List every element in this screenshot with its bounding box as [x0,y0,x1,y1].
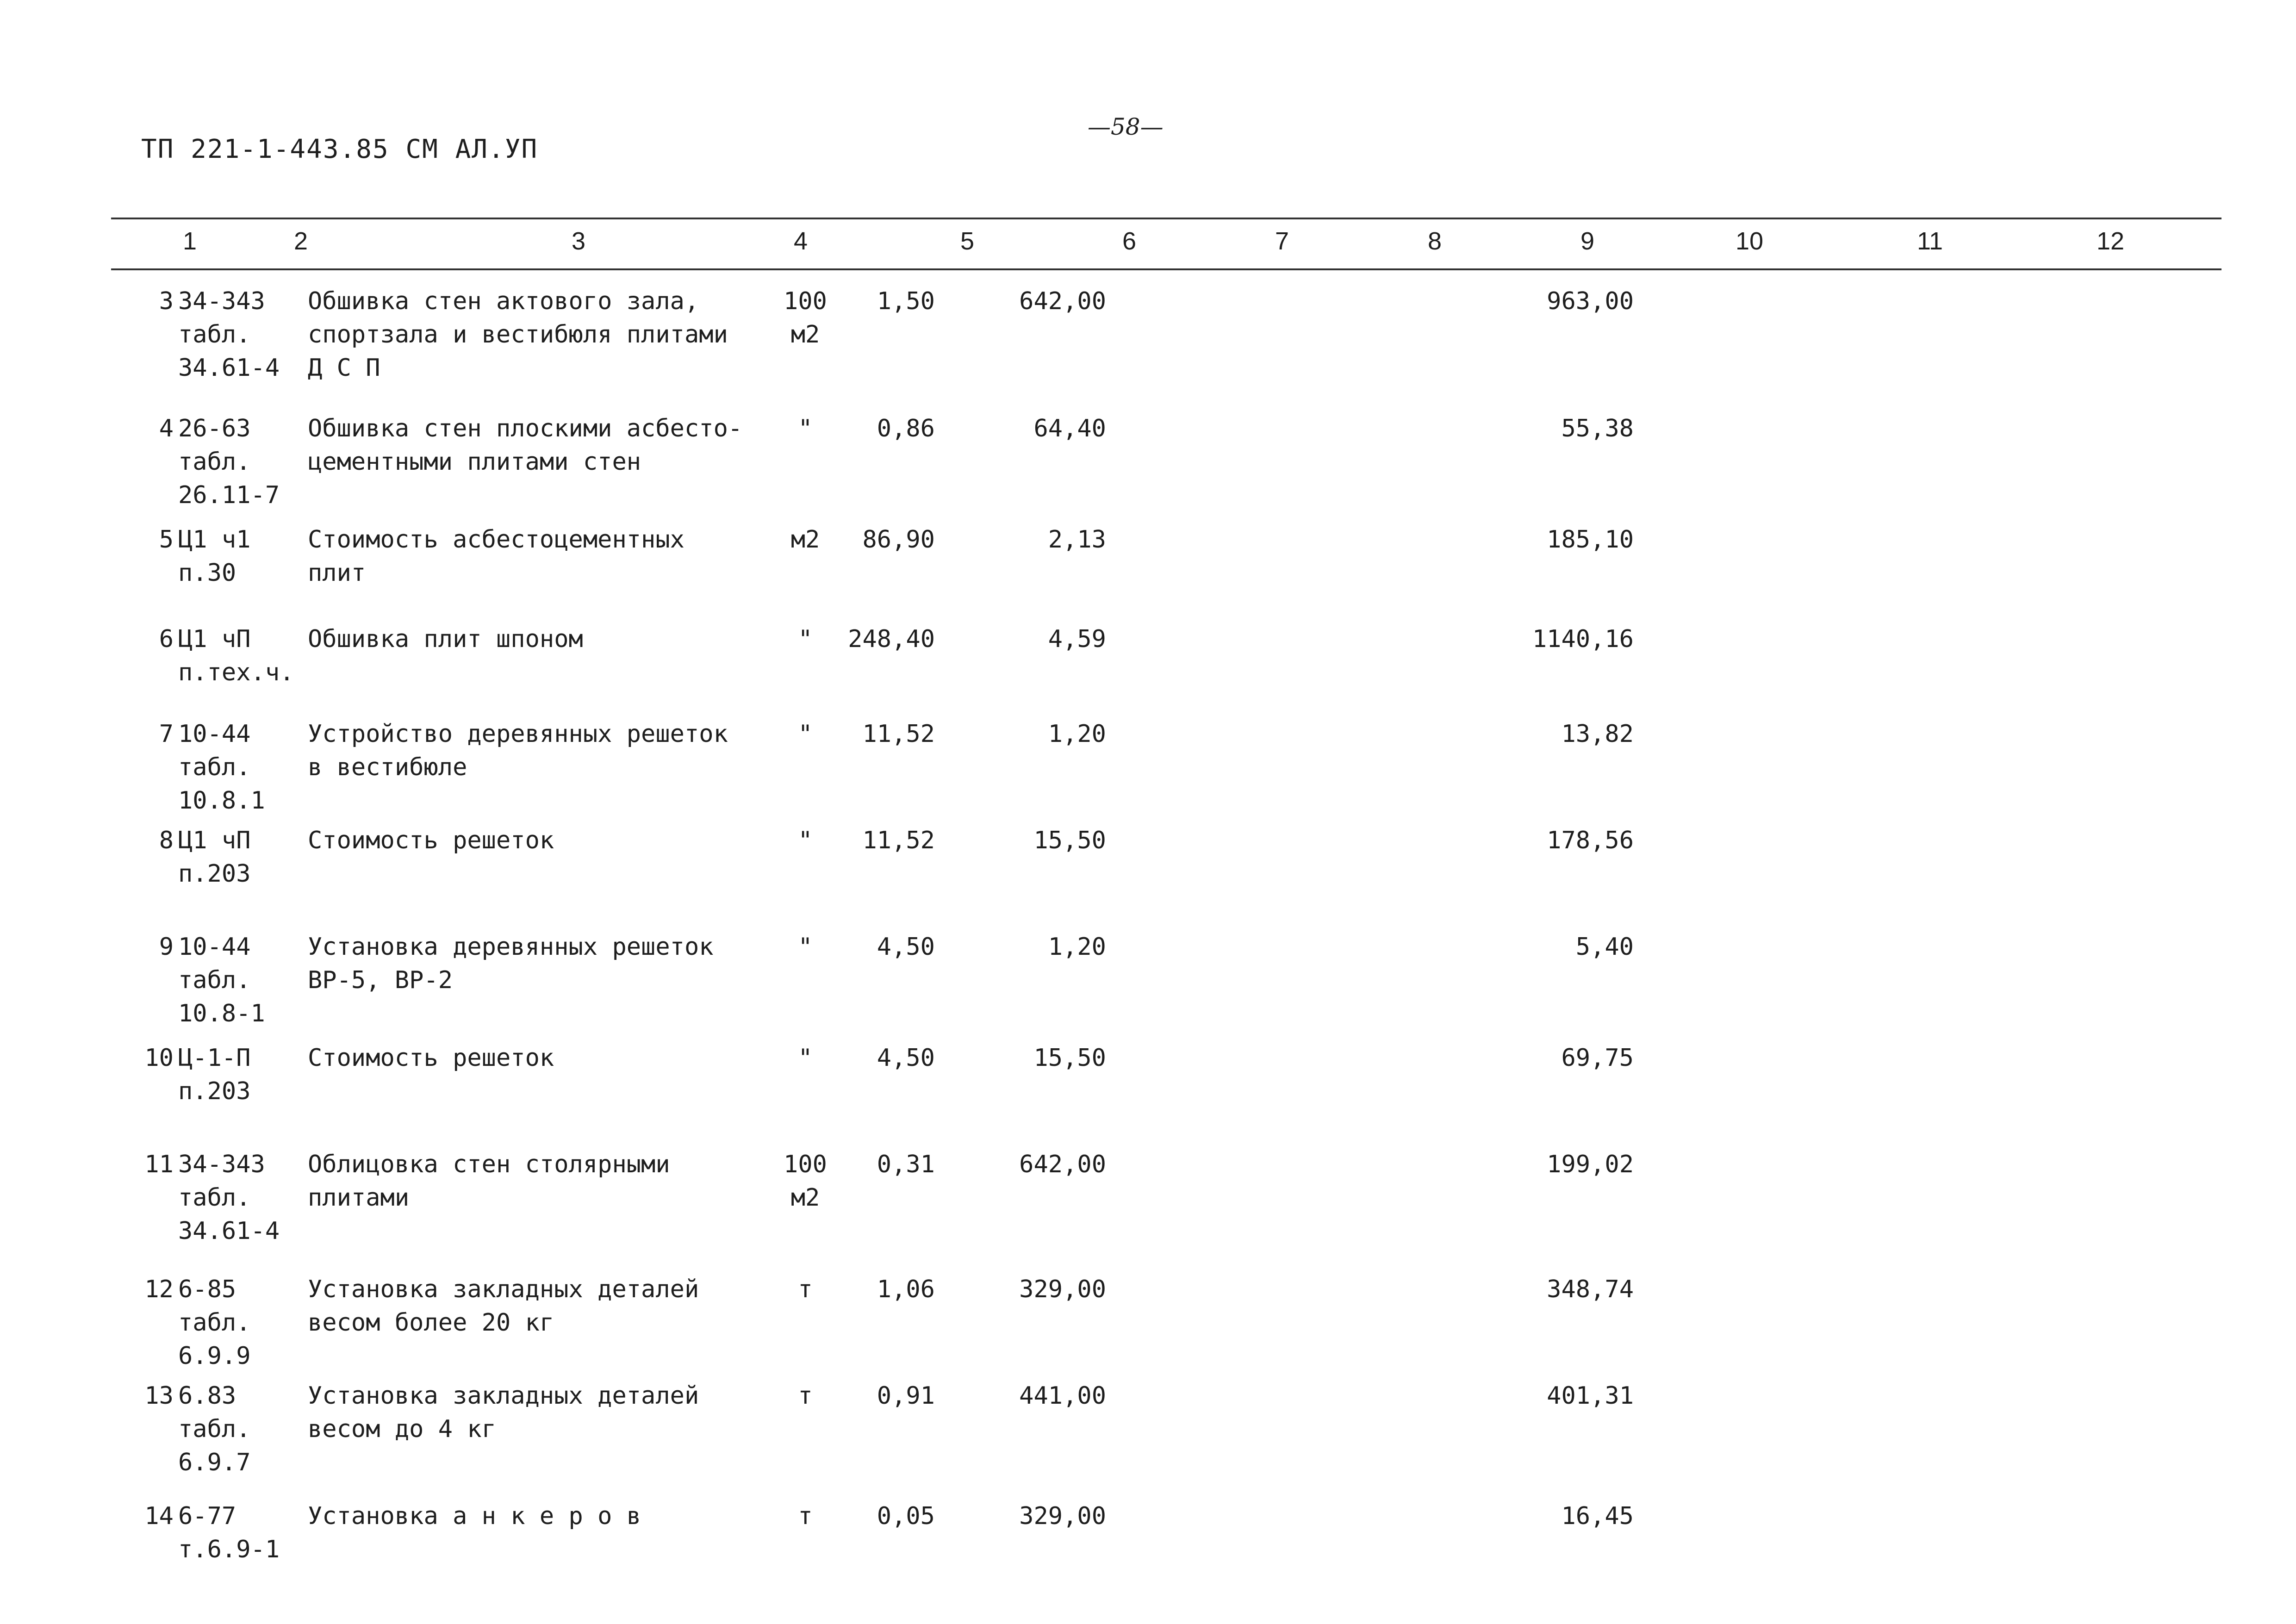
norm-code: 26-63 табл. 26.11-7 [178,415,280,509]
unit-of-measure: " [798,625,813,653]
quantity: 0,91 [877,1382,935,1410]
work-description: Стоимость решеток [308,827,554,854]
quantity: 4,50 [877,933,935,961]
unit-price: 642,00 [1019,287,1106,315]
norm-code: 6-77 т.6.9-1 [178,1502,280,1563]
quantity: 4,50 [877,1044,935,1072]
norm-code: 10-44 табл. 10.8.1 [178,720,265,815]
unit-price: 15,50 [1033,1044,1106,1072]
row-number: 9 [159,933,174,961]
quantity: 11,52 [862,720,935,748]
unit-price: 15,50 [1033,827,1106,854]
column-number-1: 1 [182,227,197,255]
norm-code: Ц1 чП п.тех.ч. [178,625,294,686]
page-number: —58— [1088,113,1164,140]
total-cost: 16,45 [1561,1502,1634,1530]
column-number-4: 4 [793,227,808,255]
work-description: Обшивка стен плоскими асбесто- цементными плитами стен [308,415,743,476]
row-number: 5 [159,526,174,554]
column-number-5: 5 [960,227,975,255]
total-cost: 1140,16 [1532,625,1634,653]
work-description: Стоимость решеток [308,1044,554,1072]
row-number: 11 [144,1151,174,1178]
total-cost: 69,75 [1561,1044,1634,1072]
row-number: 13 [144,1382,174,1410]
row-number: 14 [144,1502,174,1530]
work-description: Установка закладных деталей весом более 20 кг [308,1276,699,1337]
norm-code: 34-343 табл. 34.61-4 [178,287,280,382]
work-description: Установка а н к е р о в [308,1502,641,1530]
column-number-11: 11 [1916,227,1943,255]
work-description: Устройство деревянных решеток в вестибюле [308,720,728,781]
total-cost: 55,38 [1561,415,1634,442]
work-description: Стоимость асбестоцементных плит [308,526,684,587]
total-cost: 185,10 [1547,526,1634,554]
column-number-6: 6 [1122,227,1137,255]
quantity: 1,50 [877,287,935,315]
total-cost: 401,31 [1547,1382,1634,1410]
row-number: 12 [144,1276,174,1303]
total-cost: 348,74 [1547,1276,1634,1303]
norm-code: 6.83 табл. 6.9.7 [178,1382,251,1476]
header-rule-top [111,218,2221,219]
quantity: 0,86 [877,415,935,442]
total-cost: 13,82 [1561,720,1634,748]
work-description: Обшивка плит шпоном [308,625,583,653]
work-description: Установка закладных деталей весом до 4 кг [308,1382,699,1443]
unit-of-measure: " [798,933,813,961]
unit-of-measure: " [798,720,813,748]
quantity: 248,40 [848,625,935,653]
unit-price: 441,00 [1019,1382,1106,1410]
unit-price: 642,00 [1019,1151,1106,1178]
total-cost: 963,00 [1547,287,1634,315]
row-number: 10 [144,1044,174,1072]
unit-price: 1,20 [1048,720,1106,748]
quantity: 86,90 [862,526,935,554]
unit-of-measure: т [798,1276,813,1303]
unit-price: 329,00 [1019,1276,1106,1303]
column-number-2: 2 [293,227,308,255]
unit-of-measure: т [798,1382,813,1410]
norm-code: Ц1 ч1 п.30 [178,526,251,587]
column-number-8: 8 [1427,227,1442,255]
quantity: 1,06 [877,1276,935,1303]
column-number-3: 3 [571,227,586,255]
unit-of-measure: м2 [790,526,820,554]
work-description: Облицовка стен столярными плитами [308,1151,670,1212]
total-cost: 5,40 [1575,933,1634,961]
row-number: 4 [159,415,174,442]
norm-code: Ц1 чП п.203 [178,827,251,888]
unit-of-measure: " [798,415,813,442]
row-number: 3 [159,287,174,315]
quantity: 0,05 [877,1502,935,1530]
unit-price: 329,00 [1019,1502,1106,1530]
norm-code: 6-85 табл. 6.9.9 [178,1276,251,1370]
header-rule-bottom [111,268,2221,270]
norm-code: 34-343 табл. 34.61-4 [178,1151,280,1245]
row-number: 6 [159,625,174,653]
column-number-7: 7 [1275,227,1289,255]
doc-code: ТП 221-1-443.85 СМ АЛ.УП [141,134,538,164]
unit-price: 4,59 [1048,625,1106,653]
unit-of-measure: 100 м2 [784,287,827,348]
unit-of-measure: " [798,827,813,854]
norm-code: Ц-1-П п.203 [178,1044,251,1105]
quantity: 11,52 [862,827,935,854]
column-number-12: 12 [2096,227,2125,255]
quantity: 0,31 [877,1151,935,1178]
unit-of-measure: т [798,1502,813,1530]
unit-price: 64,40 [1033,415,1106,442]
work-description: Обшивка стен актового зала, спортзала и вестибюля плитами Д С П [308,287,728,382]
unit-price: 2,13 [1048,526,1106,554]
column-number-9: 9 [1580,227,1595,255]
work-description: Установка деревянных решеток ВР-5, ВР-2 [308,933,714,994]
column-number-10: 10 [1735,227,1764,255]
total-cost: 199,02 [1547,1151,1634,1178]
row-number: 7 [159,720,174,748]
row-number: 8 [159,827,174,854]
unit-of-measure: 100 м2 [784,1151,827,1212]
unit-of-measure: " [798,1044,813,1072]
unit-price: 1,20 [1048,933,1106,961]
norm-code: 10-44 табл. 10.8-1 [178,933,265,1027]
total-cost: 178,56 [1547,827,1634,854]
